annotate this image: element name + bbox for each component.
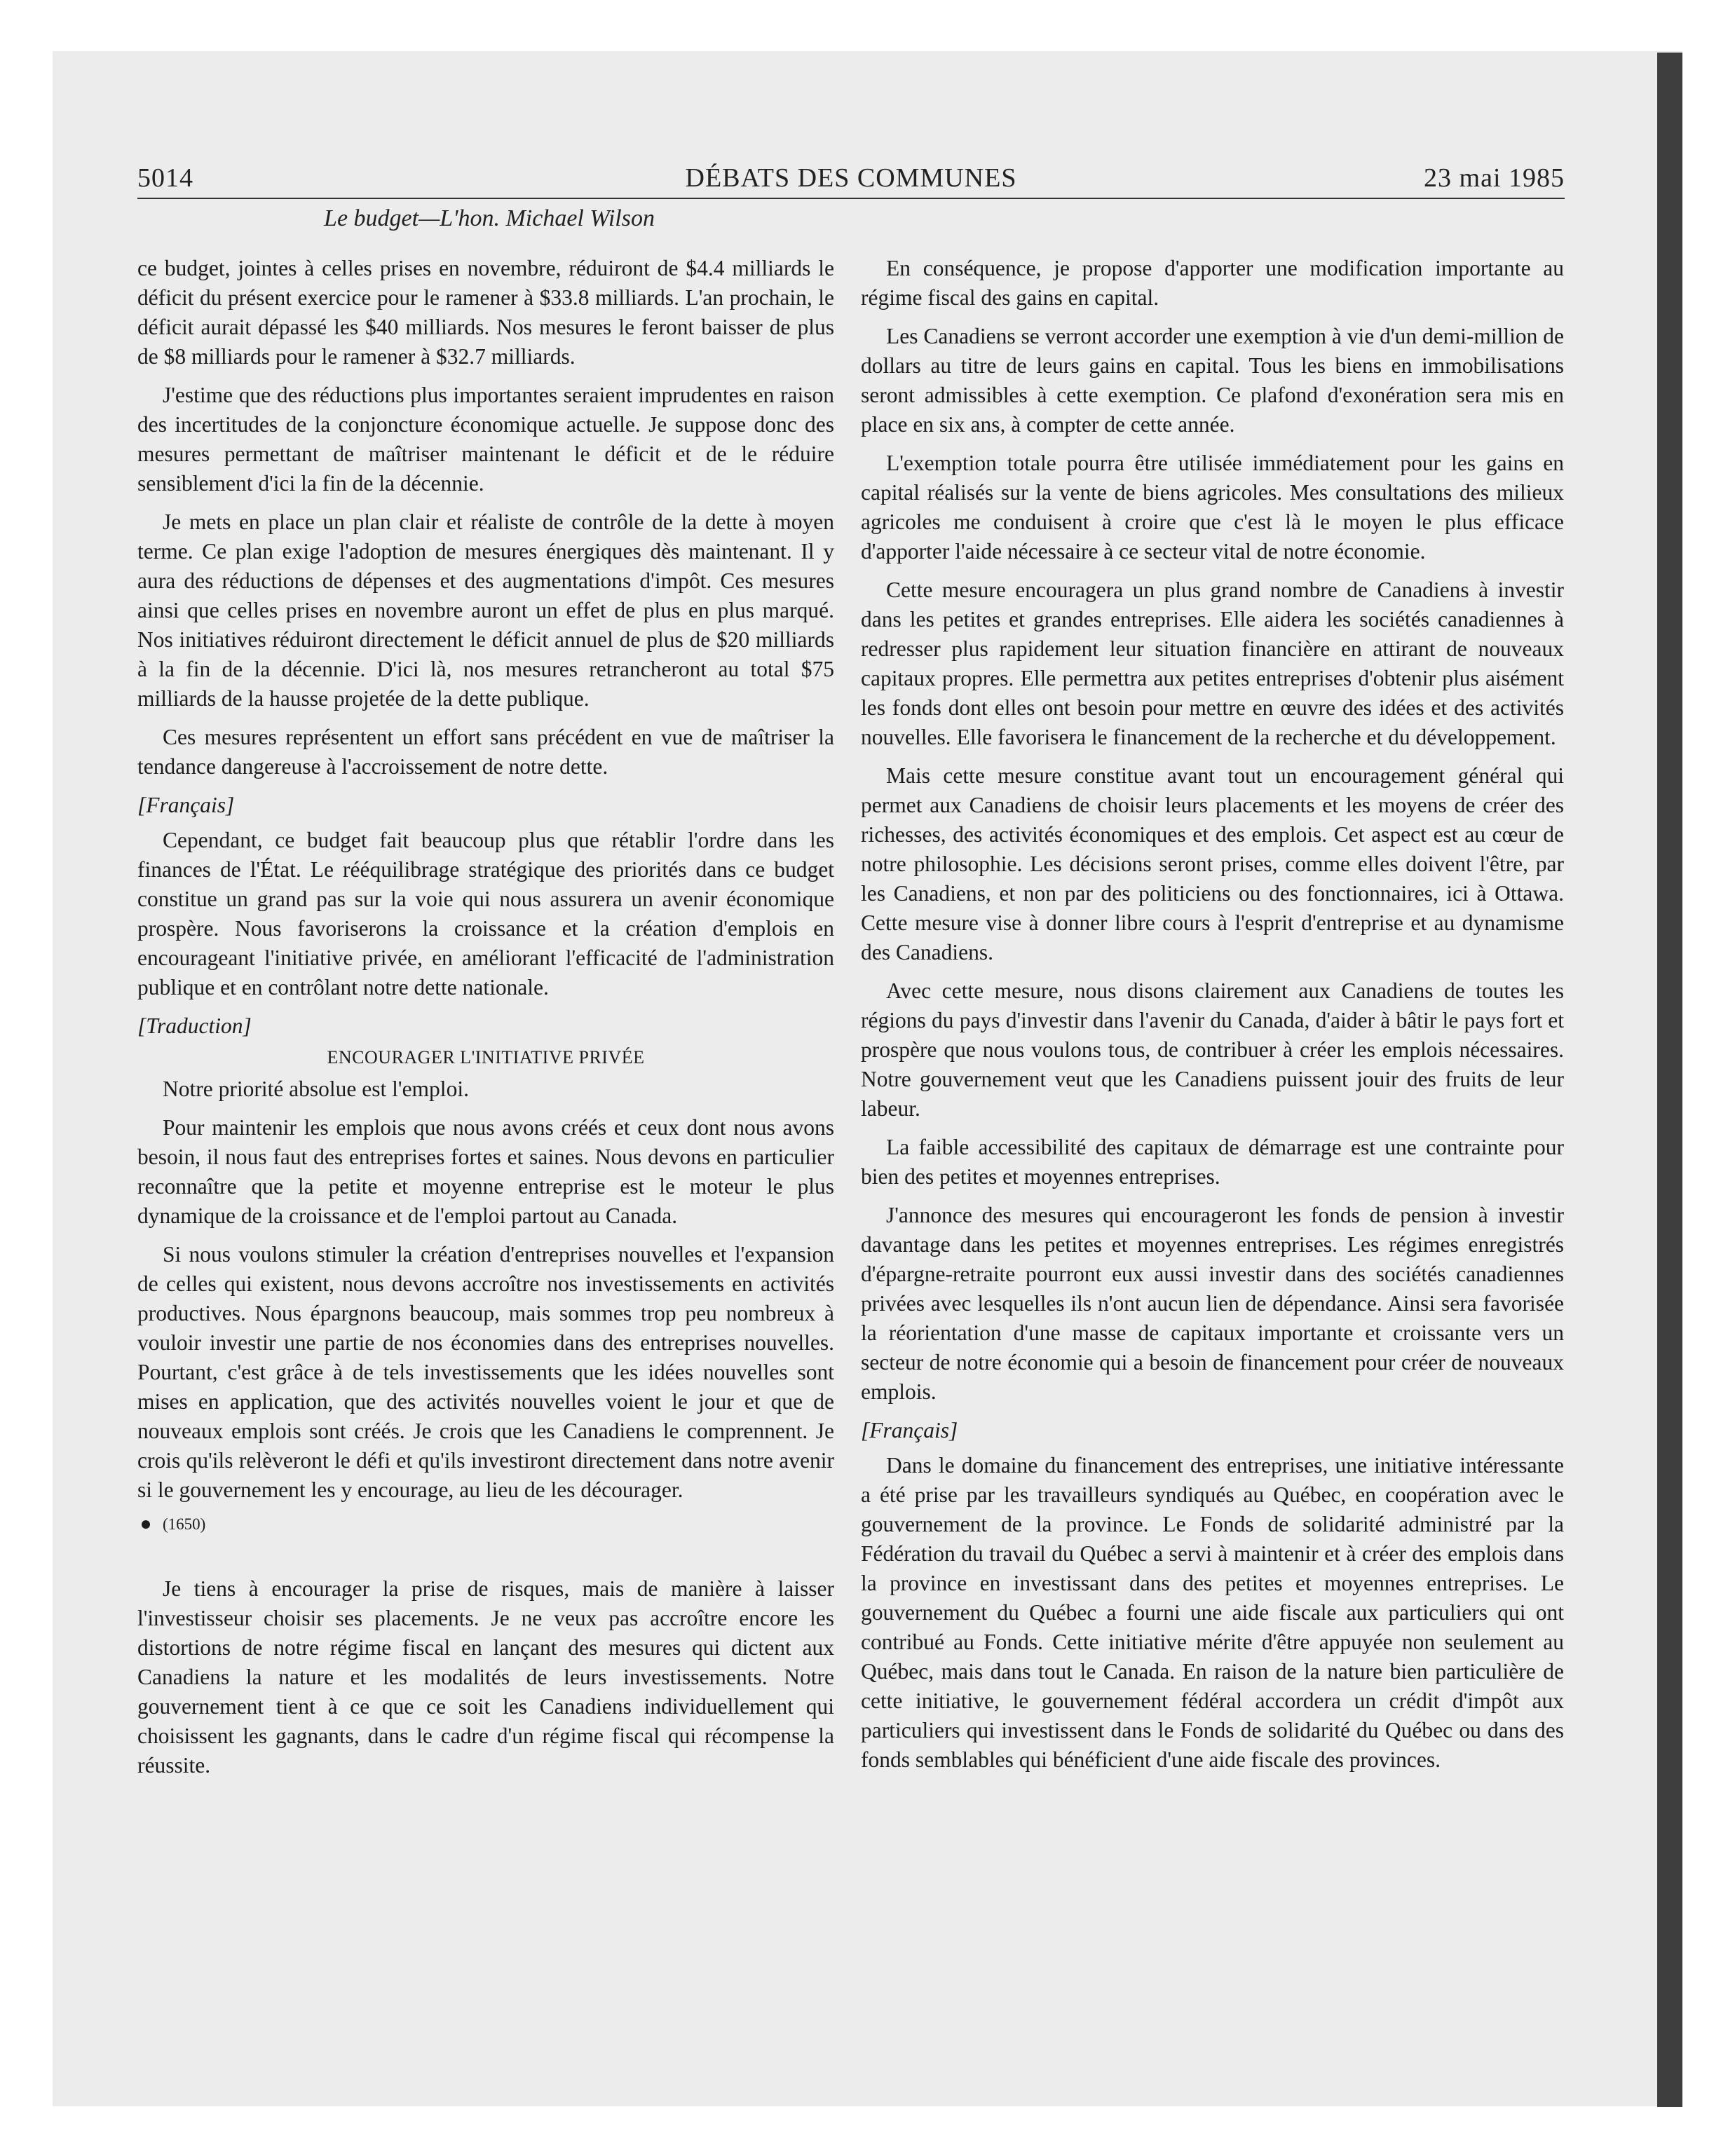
- left-column: [137, 254, 834, 1789]
- paragraph: Dans le domaine du financement des entreprises, une initiative intéressante a été prise par les travailleurs syndiqués au Québec, en coopération avec le gouvernement de la province. Le Fonds de solidarité administré par la Fédération du travail du Québec a servi à maintenir et à créer des emplois dans la province en investissant dans des petites et moyennes entreprises. Le gouvernement du Québec a fourni une aide fiscale aux particuliers qui ont contribué au Fonds. Cette initiative mérite d'être appuyée non seulement au Québec, mais dans tout le Canada. En raison de la nature bien particulière de cette initiative, le gouvernement fédéral accordera un crédit d'impôt aux particuliers qui investissent dans le Fonds de solidarité du Québec ou dans des fonds semblables qui bénéficient d'une aide fiscale des provinces.: [861, 1453, 1564, 1772]
- time-marker-label: (1650): [163, 1515, 206, 1533]
- paragraph: Ces mesures représentent un effort sans précédent en vue de maîtriser la tendance dangereuse à l'accroissement de notre dette.: [137, 725, 834, 779]
- paragraph: J'estime que des réductions plus importantes seraient imprudentes en raison des incertitudes de la conjoncture économique actuelle. Je suppose donc des mesures permettant de maîtriser maintenant le déficit et de le réduire sensiblement d'ici la fin de la décennie.: [137, 383, 834, 496]
- language-tag: [Traduction]: [137, 1014, 252, 1038]
- paragraph: Les Canadiens se verront accorder une exemption à vie d'un demi-million de dollars au titre de leurs gains en capital. Tous les biens en immobilisations seront admissibles à cette exemption. Ce plafond d'exonération sera mis en place en six ans, à compter de cette année.: [861, 324, 1564, 437]
- language-tag: [Français]: [137, 793, 235, 817]
- journal-title: DÉBATS DES COMMUNES: [685, 163, 1017, 193]
- paragraph: Je mets en place un plan clair et réaliste de contrôle de la dette à moyen terme. Ce plan exige l'adoption de mesures énergiques dès maintenant. Il y aura des réductions de dépenses et des augmentations d'impôt. Ces mesures ainsi que celles prises en novembre auront un effet de plus en plus marqué. Nos initiatives réduiront directement le déficit annuel de plus de $20 milliards à la fin de la décennie. D'ici là, nos mesures retrancheront au total $75 milliards de la hausse projetée de la dette publique.: [137, 510, 834, 711]
- paragraph: En conséquence, je propose d'apporter une modification importante au régime fiscal des gains en capital.: [861, 256, 1564, 310]
- page-number: 5014: [137, 163, 193, 193]
- paragraph: Mais cette mesure constitue avant tout un encouragement général qui permet aux Canadiens de choisir leurs placements et les moyens de créer des richesses, des activités économiques et des emplois. Cet aspect est au cœur de notre philosophie. Les décisions seront prises, comme elles doivent l'être, par les Canadiens, et non par des politiciens ou des fonctionnaires, ici à Ottawa. Cette mesure vise à donner libre cours à l'esprit d'entreprise et au dynamisme des Canadiens.: [861, 763, 1564, 964]
- running-header: [137, 157, 1565, 199]
- issue-date: 23 mai 1985: [1424, 163, 1565, 193]
- paragraph: J'annonce des mesures qui encourageront les fonds de pension à investir davantage dans les petites et moyennes entreprises. Les régimes enregistrés d'épargne-retraite pourront eux aussi investir dans des sociétés canadiennes privées avec lesquelles ils n'ont aucun lien de dépendance. Ainsi sera favorisée la réorientation d'une masse de capitaux importante et croissante vers un secteur de notre économie qui a besoin de financement pour créer de nouveaux emplois.: [861, 1203, 1564, 1404]
- paragraph: ce budget, jointes à celles prises en novembre, réduiront de $4.4 milliards le déficit du présent exercice pour le ramener à $33.8 milliards. L'an prochain, le déficit aurait dépassé les $40 milliards. Nos mesures le feront baisser de plus de $8 milliards pour le ramener à $32.7 milliards.: [137, 256, 834, 369]
- paragraph: Si nous voulons stimuler la création d'entreprises nouvelles et l'expansion de celles qui existent, nous devons accroître nos investissements en activités productives. Nous épargnons beaucoup, mais sommes trop peu nombreux à vouloir investir une partie de nos économies dans des entreprises nouvelles. Pourtant, c'est grâce à de tels investissements que les idées nouvelles sont mises en application, que des activités nouvelles voient le jour et que de nouveaux emplois sont créés. Je crois que les Canadiens le comprennent. Je crois qu'ils relèveront le défi et qu'ils investiront directement dans notre avenir si le gouvernement les y encourage, au lieu de les décourager.: [137, 1242, 834, 1502]
- paragraph: La faible accessibilité des capitaux de démarrage est une contrainte pour bien des petites et moyennes entreprises.: [861, 1135, 1564, 1189]
- section-heading: ENCOURAGER L'INITIATIVE PRIVÉE: [327, 1047, 645, 1067]
- language-tag: [Français]: [861, 1418, 958, 1442]
- bullet-icon: [142, 1520, 150, 1529]
- paragraph: Notre priorité absolue est l'emploi.: [163, 1077, 469, 1101]
- right-column: [861, 254, 1564, 1784]
- paragraph: Je tiens à encourager la prise de risques, mais de manière à laisser l'investisseur choisir ses placements. Je ne veux pas accroître encore les distortions de notre régime fiscal en lançant des mesures qui dictent aux Canadiens la nature et les modalités de leurs investissements. Notre gouvernement tient à ce que ce soit les Canadiens individuellement qui choisissent les gagnants, dans le cadre d'un régime fiscal qui récompense la réussite.: [137, 1576, 834, 1778]
- paragraph: L'exemption totale pourra être utilisée immédiatement pour les gains en capital réalisés sur la vente de biens agricoles. Mes consultations des milieux agricoles me conduisent à croire que c'est là le moyen le plus efficace d'apporter l'aide nécessaire à ce secteur vital de notre économie.: [861, 451, 1564, 564]
- paragraph: Avec cette mesure, nous disons clairement aux Canadiens de toutes les régions du pays d'investir dans l'avenir du Canada, d'aider à bâtir le pays fort et prospère que nous voulons tous, de contribuer à créer les emplois nécessaires. Notre gouvernement veut que les Canadiens puissent jouir des fruits de leur labeur.: [861, 978, 1564, 1121]
- section-subhead: Le budget—L'hon. Michael Wilson: [324, 205, 655, 231]
- binding-edge: [1657, 53, 1682, 2107]
- time-marker: [137, 1514, 834, 1535]
- paragraph: Pour maintenir les emplois que nous avons créés et ceux dont nous avons besoin, il nous faut des entreprises fortes et saines. Nous devons en particulier reconnaître que la petite et moyenne entreprise est le moteur le plus dynamique de la croissance et de l'emploi partout au Canada.: [137, 1115, 834, 1228]
- paragraph: Cependant, ce budget fait beaucoup plus que rétablir l'ordre dans les finances de l'État. Le rééquilibrage stratégique des priorités dans ce budget constitue un grand pas sur la voie qui nous assurera un avenir économique prospère. Nous favoriserons la croissance et la création d'emplois en encourageant l'initiative privée, en améliorant l'efficacité de l'administration publique et en contrôlant notre dette nationale.: [137, 828, 834, 999]
- paragraph: Cette mesure encouragera un plus grand nombre de Canadiens à investir dans les petites et grandes entreprises. Elle aidera les sociétés canadiennes à redresser plus rapidement leur situation financière en attirant de nouveaux capitaux propres. Elle permettra aux petites entreprises d'obtenir plus aisément les fonds dont elles ont besoin pour mettre en œuvre des idées et des activités nouvelles. Elle favorisera le financement de la recherche et du développement.: [861, 578, 1564, 749]
